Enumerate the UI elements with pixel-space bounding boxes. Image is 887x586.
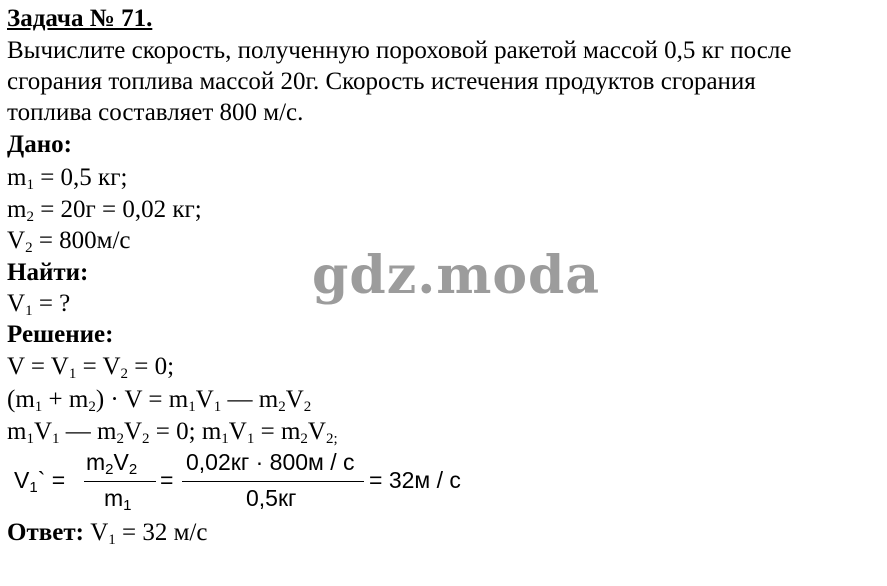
formula-equals: = xyxy=(160,467,174,493)
solution-heading: Решение: xyxy=(7,321,114,348)
formula-numerator-2: 0,02кг · 800м / с xyxy=(186,449,355,475)
equation-3: $m_1V_1$ — $m_2V_2 = 0$; $m_1V_1 = m_2V_{2;}$ xyxy=(7,418,338,447)
task-title: Задача № 71. xyxy=(7,5,153,32)
equation-1: $V = V_1 = V_2 = 0$; xyxy=(7,353,175,382)
given-v2: $V_2 = 800м/с$ xyxy=(7,227,131,256)
formula-denominator-1: $m_1$ xyxy=(104,485,132,514)
formula-result: = 32м / с xyxy=(369,467,461,493)
formula-lhs: $V_1`$ = xyxy=(14,467,66,496)
given-m1: $m_1 = 0,5$ кг; xyxy=(7,164,128,193)
answer-heading: Ответ: xyxy=(7,519,84,546)
find-heading: Найти: xyxy=(7,259,89,286)
formula-denominator-2: 0,5кг xyxy=(246,485,297,511)
fraction-bar-1 xyxy=(84,481,156,482)
problem-line-2: сгорания топлива массой 20г. Скорость истечения продуктов сгорания xyxy=(7,68,756,95)
find-v1: $V_1$ = ? xyxy=(7,290,71,319)
watermark: gdz.moda xyxy=(312,245,601,306)
equation-2: $(m_1 + m_2) \cdot V = m_1V_1$ — $m_2V_2$ xyxy=(7,386,312,415)
given-m2: $m_2 = 20г = 0,02$ кг; xyxy=(7,196,202,225)
fraction-bar-2 xyxy=(182,481,364,482)
given-heading: Дано: xyxy=(7,131,72,158)
answer-line: Ответ: $V_1 = 32$ м/с xyxy=(7,519,208,548)
formula-numerator-1: $m_2V_2$ xyxy=(86,449,138,478)
problem-line-3: топлива составляет 800 м/с. xyxy=(7,99,304,126)
problem-line-1: Вычислите скорость, полученную пороховой ракетой массой 0,5 кг после xyxy=(7,37,792,64)
